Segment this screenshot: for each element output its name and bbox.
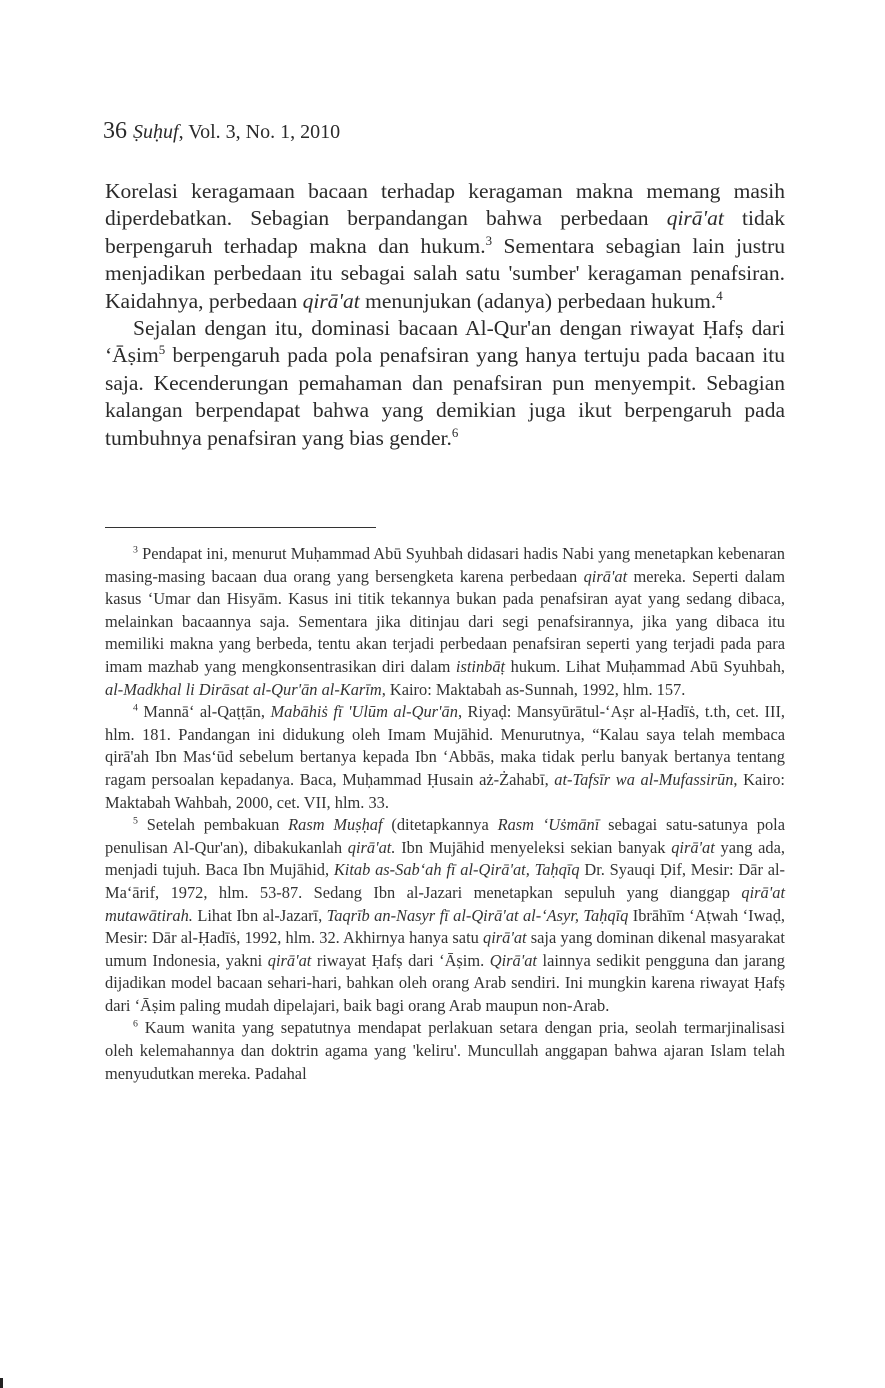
italic-term: qirā'at (302, 288, 360, 313)
footnote-4 (105, 701, 785, 814)
text-run: berpengaruh pada pola penafsiran yang hanya tertuju pada bacaan itu saja. Kecenderungan pemahaman dan penafsiran pun menyempit. Sebagian kalangan berpendapat bahwa yang demikian juga ikut berpengaruh pada tumbuhnya penafsiran yang bias gender. (105, 343, 785, 450)
text-run: sebagai satu-satunya pola penulisan Al-Qur'an), dibakukanlah (105, 815, 785, 857)
footnote-number: 3 (133, 544, 138, 556)
text-run: Setelah pembakuan (137, 815, 289, 835)
paragraph-2 (105, 315, 785, 452)
main-text (105, 178, 785, 452)
italic-term: qirā'at mutawātirah. (105, 882, 785, 925)
text-run: Mannā‘ al-Qaṭṭān, (137, 702, 271, 722)
text-run: mereka. Seperti dalam kasus ‘Umar dan Hisyām. Kasus ini titik tekannya bukan pada penafsiran ayat yang sedang dibaca, melainkan bacaannya saja. Sementara jika ditinjau dari segi penafsirannya, jika yang dibaca itu memiliki makna yang berbeda, tentu akan terjadi perbedaan penafsiran seperti yang terjadi pada para imam mazhab yang mengkonsentrasikan diri dalam (105, 566, 786, 676)
footnote-ref[interactable]: 3 (485, 233, 493, 248)
text-run: Lihat Ibn al-Jazarī, (192, 905, 327, 925)
text-run: saja yang dominan dikenal masyarakat umum Indonesia, yakni (105, 928, 785, 970)
volume-info: , Vol. 3, No. 1, 2010 (178, 121, 341, 143)
italic-term: at-Tafsīr wa al-Mufassirūn (554, 769, 734, 789)
footnote-number: 6 (133, 1019, 138, 1030)
text-run: yang ada, menjadi tujuh. Baca Ibn Mujāhid, (105, 837, 786, 880)
footnote-ref[interactable]: 6 (451, 425, 459, 440)
text-run: Ibn Mujāhid menyeleksi sekian banyak (395, 837, 672, 857)
paragraph-1 (105, 178, 785, 315)
italic-term: Qirā'at (489, 950, 537, 970)
text-run: Pendapat ini, menurut Muḥammad Abū Syuhbah didasari hadis Nabi yang menetapkan kebenaran masing-masing bacaan dua orang yang bersengketa karena perbedaan (105, 544, 785, 586)
text-run: , Kairo: Maktabah Wahbah, 2000, cet. VII, hlm. 33. (105, 769, 785, 812)
italic-term: qirā'at (666, 206, 724, 231)
footnote-number: 5 (133, 815, 138, 827)
text-run: riwayat Ḥafṣ dari ‘Āṣim. (311, 950, 490, 970)
footnote-3 (105, 543, 785, 701)
italic-term: qirā'at (267, 950, 312, 970)
italic-term: qirā'at. (347, 837, 396, 857)
text-run: , Kairo: Maktabah as-Sunnah, 1992, hlm. 157. (381, 679, 686, 699)
italic-term: istinbāṭ (455, 656, 506, 676)
text-run: Dr. Syauqi Ḍif, Mesir: Dār al-Ma‘ārif, 1972, hlm. 53-87. Sedang Ibn al-Jazari menetapkan sepuluh yang dianggap (105, 860, 786, 902)
text-run: Sejalan dengan itu, dominasi bacaan Al-Qur'an dengan riwayat Ḥafṣ dari ‘Āṣim (105, 316, 785, 368)
text-run: lainnya sedikit pengguna dan jarang dijadikan model bacaan sehari-hari, bahkan oleh orang Arab sendiri. Ini mungkin karena riwayat Ḥafṣ dari ‘Āṣim paling mudah dipelajari, baik bagi orang Arab maupun non-Arab. (105, 950, 785, 1015)
italic-term: Taqrīb an-Nasyr fī al-Qirā'at al-‘Asyr, Taḥqīq (326, 905, 629, 925)
text-run: Korelasi keragamaan bacaan terhadap keragaman makna memang masih diperdebatkan. Sebagian berpandangan bahwa perbedaan (105, 179, 785, 231)
footnote-separator (105, 527, 376, 528)
text-run: Ibrāhīm ‘Aṭwah ‘Iwaḍ, Mesir: Dār al-Ḥadīṡ, 1992, hlm. 32. Akhirnya hanya satu (105, 905, 785, 948)
italic-term: qirā'at (583, 566, 628, 586)
text-run: tidak berpengaruh terhadap makna dan hukum. (105, 206, 785, 258)
text-run: menunjukan (adanya) perbedaan hukum. (359, 288, 717, 313)
page-number: 36 (103, 118, 127, 144)
footnote-ref[interactable]: 4 (716, 288, 723, 303)
italic-term: Rasm Muṣḥaf (288, 815, 383, 835)
italic-term: qirā'at (483, 928, 527, 948)
footnote-6 (105, 1017, 785, 1085)
italic-term: Kitab as-Sab‘ah fī al-Qirā'at, Taḥqīq (333, 860, 580, 880)
journal-title: Ṣuḥuf (133, 121, 179, 143)
scan-edge-mark (0, 1378, 3, 1388)
running-header (103, 118, 340, 145)
text-run: hukum. Lihat Muḥammad Abū Syuhbah, (505, 656, 785, 676)
footnote-ref[interactable]: 5 (158, 343, 166, 358)
italic-term: qirā'at (671, 837, 715, 857)
text-run: Sementara sebagian lain justru menjadikan perbedaan itu sebagai salah satu 'sumber' keragaman penafsiran. Kaidahnya, perbedaan (105, 233, 785, 313)
italic-term: Mabāhiṡ fī 'Ulūm al-Qur'ān (270, 702, 458, 722)
footnote-5 (105, 814, 785, 1017)
footnotes (105, 543, 785, 1085)
italic-term: Rasm ‘Uṡmānī (497, 815, 600, 835)
footnote-number: 4 (133, 702, 138, 714)
text-run: Kaum wanita yang sepatutnya mendapat perlakuan setara dengan pria, seolah termarjinalisasi oleh kelemahannya dan doktrin agama yang 'keliru'. Muncullah anggapan bahwa ajaran Islam telah menyudutkan mereka. Padahal (105, 1018, 785, 1083)
italic-term: al-Madkhal li Dirāsat al-Qur'ān al-Karīm (105, 679, 382, 699)
text-run: , Riyaḍ: Mansyūrātul-‘Aṣr al-Ḥadīṡ, t.th, cet. III, hlm. 181. Pandangan ini didukung oleh Imam Mujāhid. Menurutnya, “Kalau saya telah membaca qirā'ah Ibn Mas‘ūd sebelum bertanya kepada Ibn ‘Abbās, maka tidak perlu banyak bertanya tentang ragam persoalan kepadanya. Baca, Muḥammad Ḥusain aż-Żahabī, (105, 702, 786, 789)
text-run: (ditetapkannya (382, 815, 498, 835)
